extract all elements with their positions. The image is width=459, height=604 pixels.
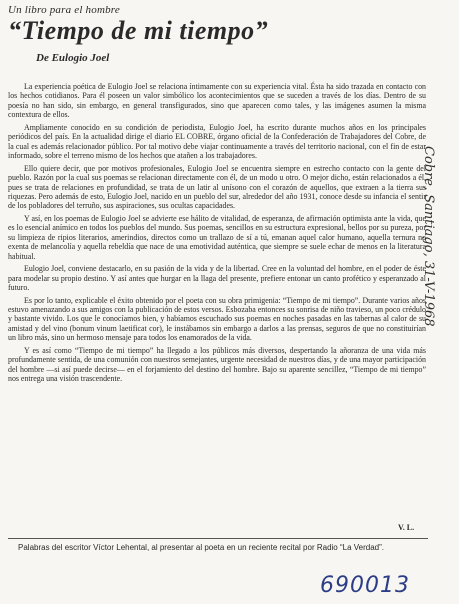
article-kicker: Un libro para el hombre [8, 4, 120, 16]
article-paragraph: Ampliamente conocido en su condición de periodista, Eulogio Joel, ha escrito durante muchos años en los principales periódicos del país. En la actualidad dirige el diario EL COBRE, órgano oficial de la Confederación de Trabajadores del Cobre, de la cual es además relacionador público. Por tal motivo debe viajar continuamente a través del territorio nacional, con el fin de estar informado, sobre el terreno mismo de los hechos que atañen a los trabajadores. [8, 122, 426, 161]
handwritten-note [417, 140, 459, 360]
article-byline: De Eulogio Joel [36, 52, 110, 64]
article-signature: V. L. [398, 523, 415, 532]
article-body [8, 82, 426, 387]
svg-text:Cobre, Santiago, 31-V-1968: Cobre, Santiago, 31-V-1968 [421, 146, 436, 327]
caption-divider [8, 538, 428, 539]
article-paragraph: Y así, en los poemas de Eulogio Joel se advierte ese hálito de vitalidad, de esperanza, de afirmación optimista ante la vida, que es lo esencial anímico en todos los pueblos del mundo. Sus poemas, sencillos en su estructura expresional, bellos por su pureza, por su limpieza de ripios literarios, amerindios, directos como un trallazo de sí a tú, emanan aquel calor humano, aquella ternura no exenta de melancolía y aquella rebeldía que nace de una emotividad auténtica, que siempre se suele echar de menos en la literatura habitual. [8, 213, 426, 261]
article-paragraph: Ello quiere decir, que por motivos profesionales, Eulogio Joel se encuentra siempre en estrecho contacto con la gente del pueblo. Razón por la cual sus poemas se relacionan directamente con él, de un modo u otro. O mejor dicho, están relacionados a él, pues se trata de relaciones en profundidad, se trata de un latir al unísono con el corazón de aquellos, que extraen a la tierra sus riquezas. Pero además de esto, Eulogio Joel, nacido en un pueblo del sur, alrededor del año 1931, conoce desde su infancia el sentir de los pobladores del terruño, sus aspiraciones, sus ocultas capacidades. [8, 163, 426, 211]
article-paragraph: La experiencia poética de Eulogio Joel se relaciona íntimamente con su experiencia vital. Ésta ha sido trazada en contacto con los hechos cotidianos. Para él poseen un valor simbólico los acontecimientos que se suceden a través de los días. Dentro de su poesía no han sido, sin embargo, en general transfigurados, sino que aparecen como tales, y las imágenes asumen la misma contextura de ellos. [8, 82, 426, 120]
photo-caption: Palabras del escritor Víctor Lehental, al presentar al poeta en un reciente recital por Radio “La Verdad”. [18, 543, 384, 552]
article-paragraph: Es por lo tanto, explicable el éxito obtenido por el poeta con su obra primigenia: “Tiempo de mi tiempo”. Durante varios años estuvo amenazando a sus amigos con la publicación de estos versos. Esbozaba entonces su sonrisa de niño travieso, un poco crédulo y bastante vivido. Los que le conocíamos bien, y habíamos escuchado sus poemas en noches pasadas en las tabernas al calor de su amistad y del vino (bonum vinum laetificat cor), le instábamos sin embargo a darlos a las prensas, seguros de que no constituirían un libro más, sino un hermoso mensaje para todos los enamorados de la vida. [8, 295, 426, 343]
archive-stamp [318, 568, 428, 604]
article-paragraph: Y es así como “Tiempo de mi tiempo” ha llegado a los públicos más diversos, despertando la añoranza de una vida más profundamente sentida, de una comunión con nuestros semejantes, urgente necesidad de nuestros días, y de una mayor participación del hombre —si así puede decirse— en el forjamiento del destino del hombre. Bajo su aparente sencillez, “Tiempo de mi tiempo” nos entrega una visión trascendente. [8, 345, 426, 384]
article-paragraph: Eulogio Joel, conviene destacarlo, en su pasión de la vida y de la libertad. Cree en la voluntad del hombre, en el poder de éste para modelar su propio destino. Y así antes que hurgar en la llaga del presente, prefiere entonar un canto profético y esperanzado al futuro. [8, 264, 426, 293]
svg-text:690013: 690013 [320, 573, 410, 598]
article-title: “Tiempo de mi tiempo” [8, 16, 269, 45]
